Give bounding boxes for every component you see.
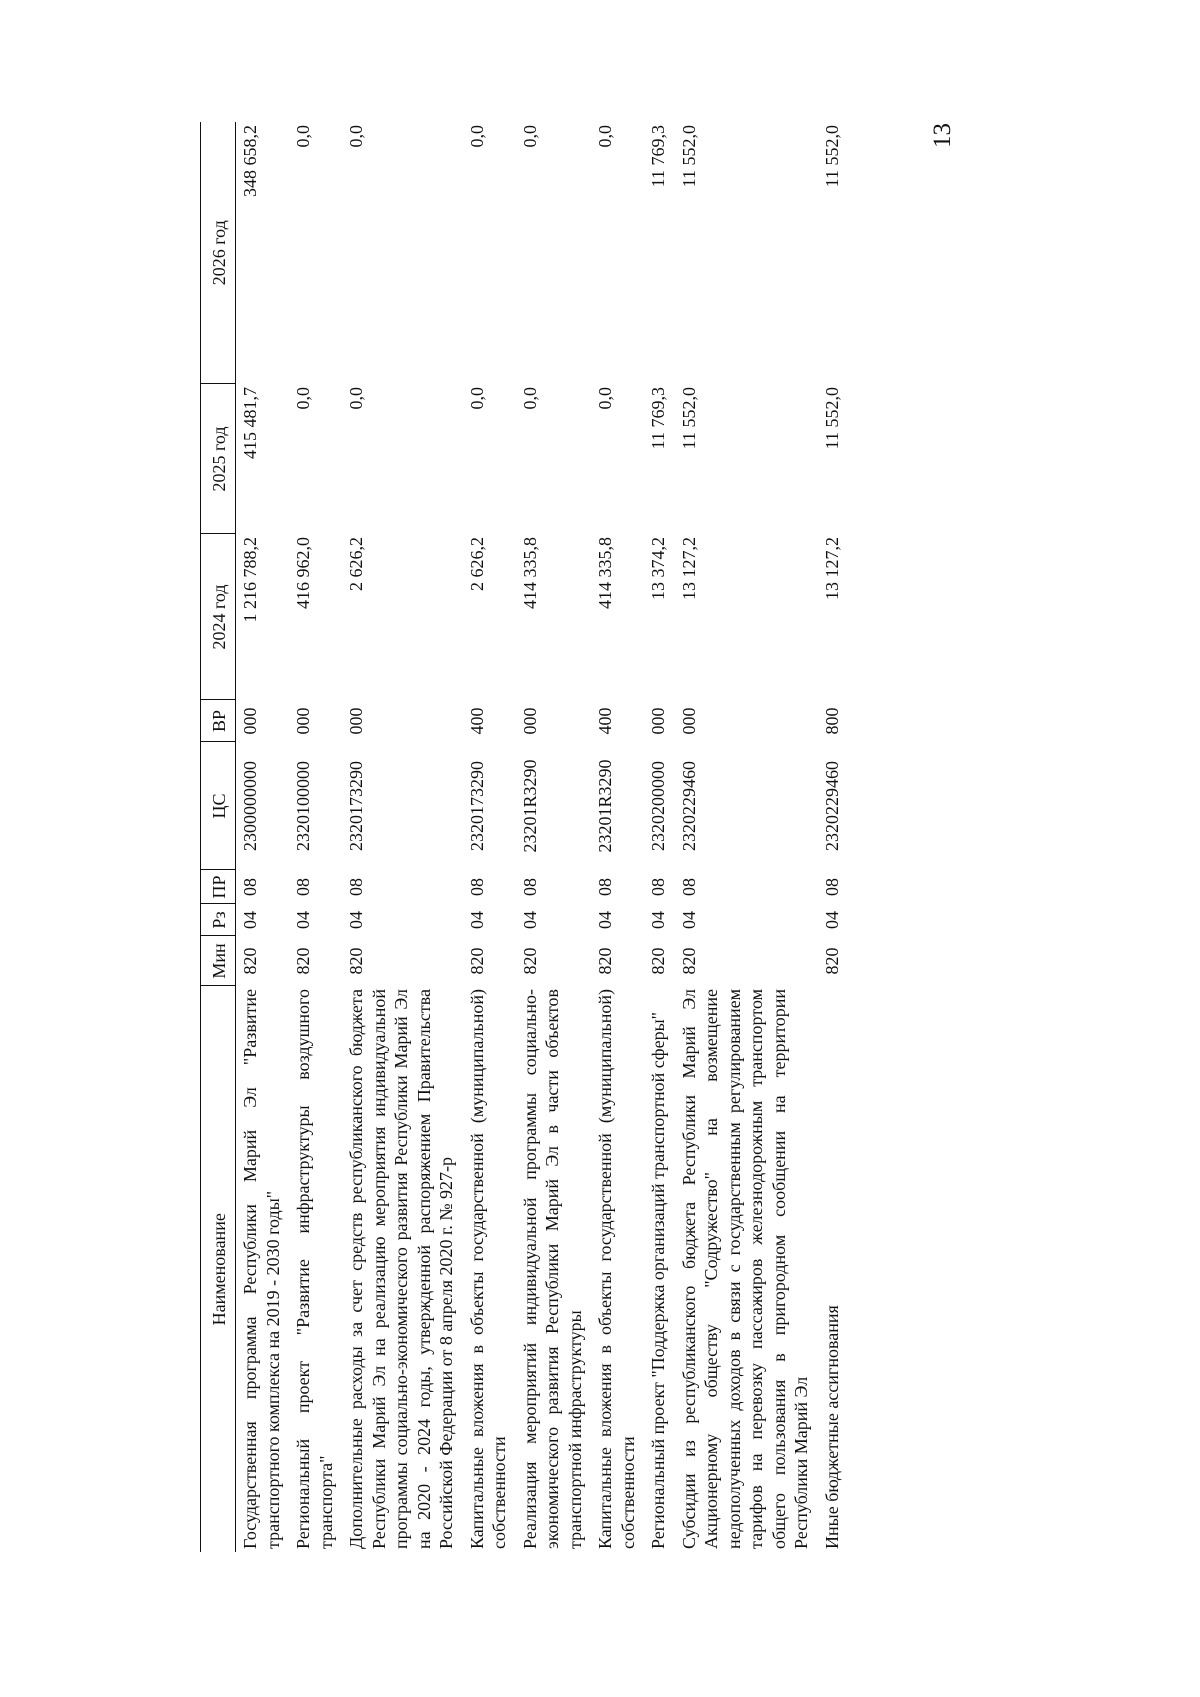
row-pr: 08 xyxy=(595,878,615,896)
header-cs: ЦС xyxy=(201,742,236,870)
table-row xyxy=(516,122,592,1552)
row-name: Субсидии из республиканского бюджета Республики Марий Эл Акционерному обществу "Содружество" на возмещение недополученных доходов в связи с государственным регулированием тарифов на перевозку пассажиров железнодорожным транспортом общего пользования в пригородном сообщении на территории Республики Марий Эл xyxy=(678,989,811,1549)
row-name: Реализация мероприятий индивидуальной программы социально-экономического развития Республики Марий Эл в части объектов транспортной инфраструктуры xyxy=(519,989,585,1549)
row-2024: 414 335,8 xyxy=(519,537,540,609)
row-rz: 04 xyxy=(519,911,540,929)
table-row xyxy=(342,122,463,1552)
row-2026: 0,0 xyxy=(466,125,487,148)
row-2024: 13 374,2 xyxy=(648,537,668,600)
row-2025: 0,0 xyxy=(346,387,366,410)
row-vr: 800 xyxy=(821,707,842,735)
row-vr: 000 xyxy=(678,707,699,735)
table-row xyxy=(675,122,818,1552)
row-pr: 08 xyxy=(519,878,540,896)
row-rz: 04 xyxy=(821,911,842,929)
row-2026: 11 552,0 xyxy=(821,125,842,188)
row-rz: 04 xyxy=(240,911,260,929)
row-name: Дополнительные расходы за счет средств республиканского бюджета Республики Марий Эл на реализацию мероприятия индивидуальной программы социально-экономического развития Республики Марий Эл на 2020 - 2024 годы, утвержденной распоряжением Правительства Российской Федерации от 8 апреля 2020 г. № 927-р xyxy=(346,989,456,1549)
header-name: Наименование xyxy=(201,986,236,1552)
row-2025: 11 769,3 xyxy=(648,387,668,450)
row-name: Региональный проект "Развитие инфраструктуры воздушного транспорта" xyxy=(293,989,336,1549)
row-2026: 348 658,2 xyxy=(240,125,260,197)
row-rz: 04 xyxy=(678,911,699,929)
header-2024: 2024 год xyxy=(201,534,236,700)
row-2026: 0,0 xyxy=(519,125,540,148)
header-2026: 2026 год xyxy=(201,122,236,384)
row-pr: 08 xyxy=(648,878,668,896)
row-2024: 2 626,2 xyxy=(466,537,487,591)
header-vr: ВР xyxy=(201,700,236,742)
row-2025: 0,0 xyxy=(466,387,487,410)
row-min: 820 xyxy=(519,947,540,975)
row-name: Капитальные вложения в объекты государственной (муниципальной) собственности xyxy=(466,989,509,1549)
table-row xyxy=(236,122,290,1552)
row-pr: 08 xyxy=(678,878,699,896)
row-vr: 000 xyxy=(240,707,260,735)
row-vr: 400 xyxy=(595,707,615,735)
row-2025: 0,0 xyxy=(293,387,313,410)
row-min: 820 xyxy=(240,947,260,975)
row-2024: 416 962,0 xyxy=(293,537,313,609)
row-cs: 23201R3290 xyxy=(519,759,540,853)
row-2026: 11 769,3 xyxy=(648,125,668,188)
row-rz: 04 xyxy=(466,911,487,929)
row-pr: 08 xyxy=(293,878,313,896)
row-rz: 04 xyxy=(595,911,615,929)
row-vr: 400 xyxy=(466,707,487,735)
table-row xyxy=(463,122,516,1552)
row-vr: 000 xyxy=(648,707,668,735)
row-2024: 13 127,2 xyxy=(678,537,699,600)
row-min: 820 xyxy=(293,947,313,975)
row-cs: 23201R3290 xyxy=(595,759,615,853)
row-rz: 04 xyxy=(346,911,366,929)
table-header-row xyxy=(201,122,236,1552)
table-row xyxy=(818,122,849,1552)
row-pr: 08 xyxy=(466,878,487,896)
row-cs: 2320173290 xyxy=(466,761,487,851)
row-2024: 414 335,8 xyxy=(595,537,615,609)
row-cs: 2320229460 xyxy=(821,761,842,851)
row-pr: 08 xyxy=(346,878,366,896)
header-pr: ПР xyxy=(201,870,236,904)
row-min: 820 xyxy=(678,947,699,975)
row-vr: 000 xyxy=(519,707,540,735)
row-vr: 000 xyxy=(293,707,313,735)
row-name: Капитальные вложения в объекты государственной (муниципальной) собственности xyxy=(595,989,638,1549)
row-2025: 0,0 xyxy=(595,387,615,410)
row-cs: 2320173290 xyxy=(346,761,366,851)
row-2025: 0,0 xyxy=(519,387,540,410)
row-rz: 04 xyxy=(648,911,668,929)
row-min: 820 xyxy=(595,947,615,975)
header-rz: Рз xyxy=(201,904,236,936)
row-2026: 0,0 xyxy=(595,125,615,148)
page-number: 13 xyxy=(929,123,956,148)
row-2026: 11 552,0 xyxy=(678,125,699,188)
row-cs: 2320229460 xyxy=(678,761,699,851)
row-name: Государственная программа Республики Марий Эл "Развитие транспортного комплекса на 2019 - 2030 годы" xyxy=(240,989,283,1549)
row-rz: 04 xyxy=(293,911,313,929)
table-row xyxy=(591,122,644,1552)
row-2025: 11 552,0 xyxy=(678,387,699,450)
row-name: Региональный проект "Поддержка организаций транспортной сферы" xyxy=(648,1011,668,1549)
row-pr: 08 xyxy=(821,878,842,896)
row-2025: 415 481,7 xyxy=(240,387,260,459)
row-2026: 0,0 xyxy=(293,125,313,148)
row-2024: 1 216 788,2 xyxy=(240,537,260,623)
header-2025: 2025 год xyxy=(201,384,236,534)
row-2024: 13 127,2 xyxy=(821,537,842,600)
row-2024: 2 626,2 xyxy=(346,537,366,591)
budget-table-container xyxy=(200,122,880,1552)
row-2026: 0,0 xyxy=(346,125,366,148)
row-name: Иные бюджетные ассигнования xyxy=(821,1305,842,1549)
table-row xyxy=(289,122,342,1552)
row-min: 820 xyxy=(648,947,668,975)
budget-table xyxy=(200,122,848,1552)
table-row xyxy=(644,122,675,1552)
row-cs: 2320200000 xyxy=(648,761,668,851)
row-pr: 08 xyxy=(240,878,260,896)
row-2025: 11 552,0 xyxy=(821,387,842,450)
row-cs: 2300000000 xyxy=(240,761,260,851)
header-min: Мин xyxy=(201,936,236,986)
row-min: 820 xyxy=(821,947,842,975)
row-min: 820 xyxy=(466,947,487,975)
row-cs: 2320100000 xyxy=(293,761,313,851)
row-vr: 000 xyxy=(346,707,366,735)
row-min: 820 xyxy=(346,947,366,975)
